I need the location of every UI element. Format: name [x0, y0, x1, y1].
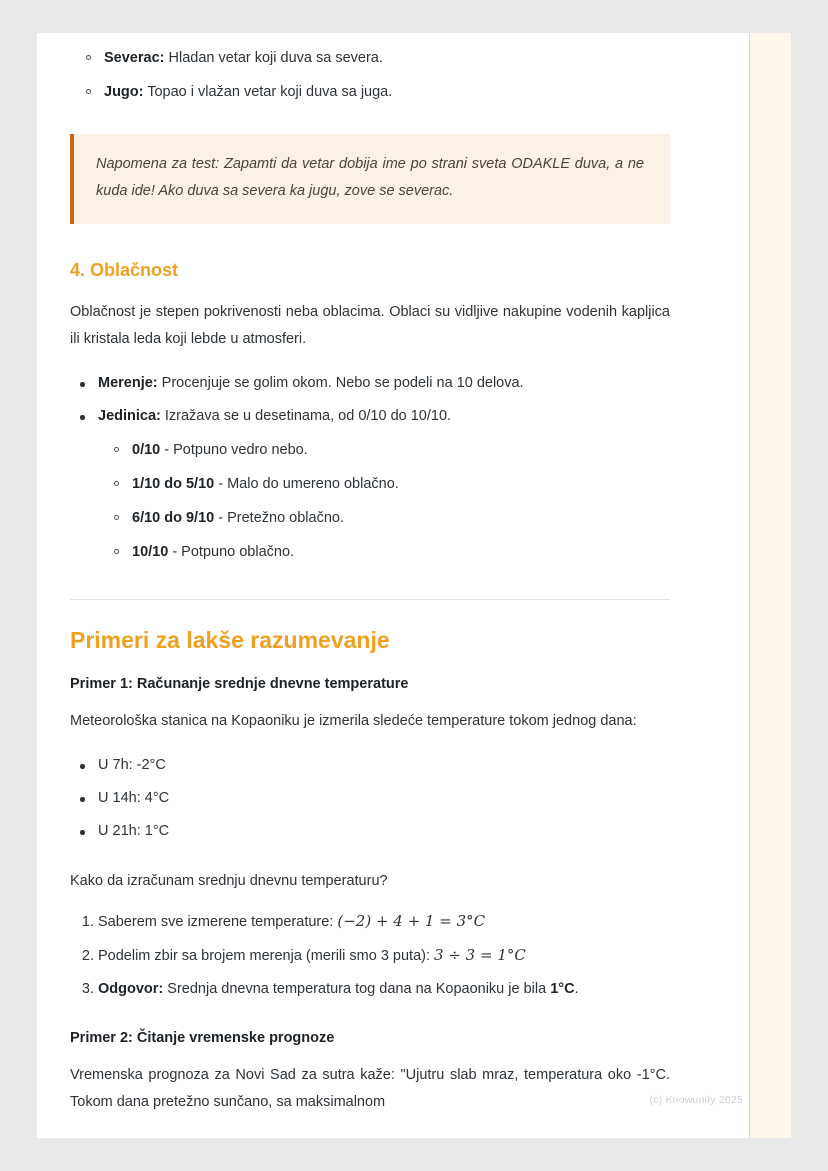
term-label: 6/10 do 9/10 — [132, 510, 215, 526]
term-label: Jugo: — [104, 84, 144, 100]
page-side-strip — [749, 33, 791, 1138]
oblacnost-sublist — [98, 433, 670, 569]
document-content — [70, 33, 670, 1130]
list-item — [98, 905, 670, 939]
list-item — [98, 501, 670, 535]
answer-value: 1°C — [550, 981, 575, 997]
term-label: 0/10 — [132, 442, 161, 458]
term-description: Topao i vlažan vetar koji duva sa juga. — [143, 84, 393, 100]
term-description: Procenjuje se golim okom. Nebo se podeli na 10 delova. — [157, 375, 524, 391]
term-description: Izražava se u desetinama, od 0/10 do 10/10. — [160, 408, 452, 424]
list-item: U 14h: 4°C — [70, 782, 670, 815]
list-item — [70, 75, 670, 109]
note-callout-text: Napomena za test: Zapamti da vetar dobija ime po strani sveta ODAKLE duva, a ne kuda ide! Ako duva sa severa ka jugu, zove se severac. — [96, 156, 644, 199]
step-math: 3 ÷ 3 = 1°C — [434, 946, 526, 964]
oblacnost-list — [70, 367, 670, 569]
answer-label: Odgovor: — [98, 981, 164, 997]
step-math: (−2) + 4 + 1 = 3°C — [337, 912, 486, 930]
list-item — [98, 433, 670, 467]
list-item — [70, 367, 670, 400]
section-heading-oblacnost: 4. Oblačnost — [70, 260, 179, 280]
wind-list — [70, 41, 670, 109]
example1-question: Kako da izračunam srednju dnevnu temperaturu? — [70, 873, 388, 889]
term-label: Severac: — [104, 50, 165, 66]
list-item — [98, 535, 670, 569]
example1-heading: Primer 1: Računanje srednje dnevne temperature — [70, 676, 409, 692]
term-description: - Pretežno oblačno. — [214, 510, 344, 526]
term-description: Hladan vetar koji duva sa severa. — [164, 50, 383, 66]
answer-tail: . — [574, 981, 579, 997]
example1-measurements — [70, 749, 670, 848]
section-divider — [70, 599, 670, 600]
example1-intro: Meteorološka stanica na Kopaoniku je izmerila sledeće temperature tokom jednog dana: — [70, 713, 637, 729]
watermark: (c) Knowunity 2025 — [649, 1094, 743, 1106]
step-text: Saberem sve izmerene temperature: — [98, 914, 338, 930]
list-item — [98, 973, 670, 1006]
term-description: - Potpuno vedro nebo. — [160, 442, 308, 458]
example1-steps — [70, 905, 670, 1006]
step-text: Podelim zbir sa brojem merenja (merili smo 3 puta): — [98, 948, 435, 964]
term-label: Jedinica: — [98, 408, 161, 424]
list-item — [70, 400, 670, 569]
term-label: 10/10 — [132, 544, 169, 560]
document-page — [37, 33, 791, 1138]
list-item — [98, 467, 670, 501]
term-description: - Potpuno oblačno. — [168, 544, 295, 560]
answer-text: Srednja dnevna temperatura tog dana na Kopaoniku je bila — [163, 981, 551, 997]
list-item — [70, 41, 670, 75]
section-intro-paragraph: Oblačnost je stepen pokrivenosti neba oblacima. Oblaci su vidljive nakupine vodenih kapljica ili kristala leda koji lebde u atmosferi. — [70, 304, 670, 347]
term-label: Merenje: — [98, 375, 158, 391]
examples-heading: Primeri za lakše razumevanje — [70, 627, 390, 653]
term-label: 1/10 do 5/10 — [132, 476, 215, 492]
list-item — [98, 939, 670, 973]
note-callout — [70, 134, 670, 224]
list-item: U 7h: -2°C — [70, 749, 670, 782]
list-item: U 21h: 1°C — [70, 815, 670, 848]
term-description: - Malo do umereno oblačno. — [214, 476, 399, 492]
example2-text: Vremenska prognoza za Novi Sad za sutra kaže: "Ujutru slab mraz, temperatura oko -1°C. Tokom dana pretežno sunčano, sa maksimalnom — [70, 1067, 670, 1110]
example2-heading: Primer 2: Čitanje vremenske prognoze — [70, 1030, 335, 1046]
